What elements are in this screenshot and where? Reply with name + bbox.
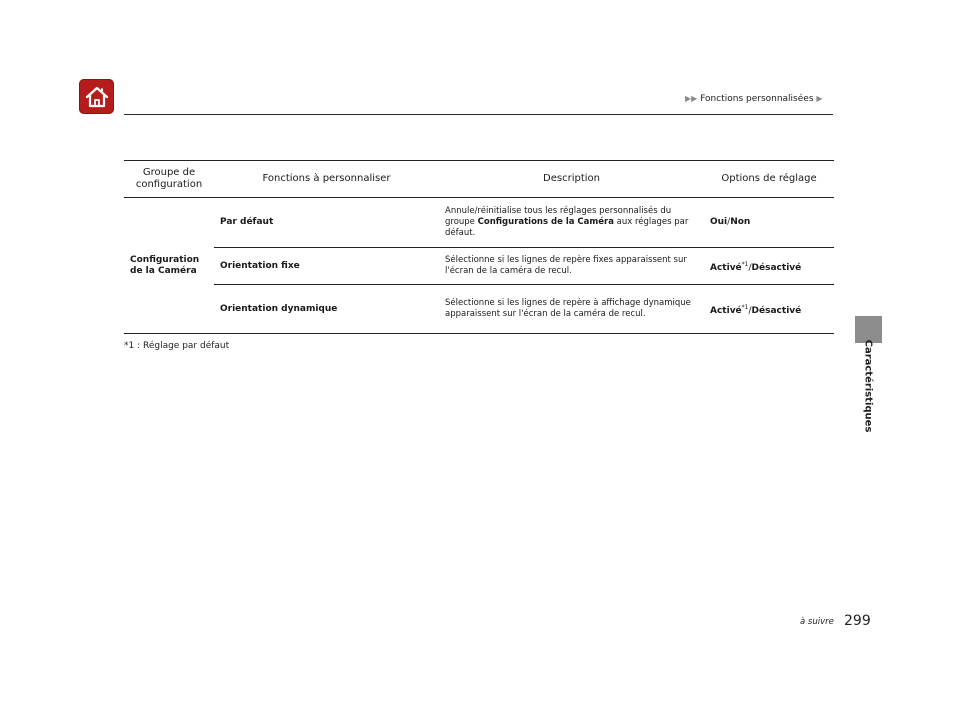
breadcrumb-arrow-icon: ▶▶ bbox=[685, 94, 698, 103]
table-header-row bbox=[124, 161, 834, 198]
header-divider bbox=[124, 114, 833, 115]
page-number: 299 bbox=[844, 613, 871, 629]
column-header-functions: Fonctions à personnaliser bbox=[262, 173, 391, 184]
column-header-options: Options de réglage bbox=[721, 173, 817, 184]
home-icon bbox=[84, 84, 110, 110]
table-row bbox=[124, 198, 834, 248]
options-cell: Activé$^{*1}$/Désactivé bbox=[710, 260, 802, 273]
description-cell: Annule/réinitialise tous les réglages personnalisés du groupe Configurations de la Caméra aux réglages par défaut. bbox=[445, 206, 689, 238]
table-row bbox=[124, 248, 834, 285]
function-cell: Par défaut bbox=[220, 217, 274, 227]
column-header-group: Groupe de configuration bbox=[135, 167, 203, 190]
function-cell: Orientation dynamique bbox=[220, 303, 338, 314]
description-cell: Sélectionne si les lignes de repère fixes apparaissent sur l'écran de la caméra de recul. bbox=[445, 255, 687, 276]
group-cell: Configuration de la Caméra bbox=[130, 254, 200, 276]
column-header-description: Description bbox=[543, 173, 600, 184]
section-tab-label: Caractéristiques bbox=[862, 339, 874, 433]
breadcrumb-arrow-icon: ▶ bbox=[816, 94, 823, 103]
table-row bbox=[124, 285, 834, 334]
options-cell: Activé$^{*1}$/Désactivé bbox=[710, 303, 802, 316]
breadcrumb-label: Fonctions personnalisées bbox=[700, 94, 814, 104]
function-cell: Orientation fixe bbox=[220, 260, 300, 271]
footnote: *1 : Réglage par défaut bbox=[124, 341, 230, 351]
options-cell: Oui/Non bbox=[710, 217, 751, 227]
breadcrumb[interactable] bbox=[685, 94, 835, 104]
settings-table bbox=[124, 160, 834, 334]
home-button[interactable] bbox=[79, 79, 114, 114]
description-cell: Sélectionne si les lignes de repère à affichage dynamique apparaissent sur l'écran de la caméra de recul. bbox=[445, 298, 691, 319]
continued-label: à suivre bbox=[800, 617, 834, 627]
